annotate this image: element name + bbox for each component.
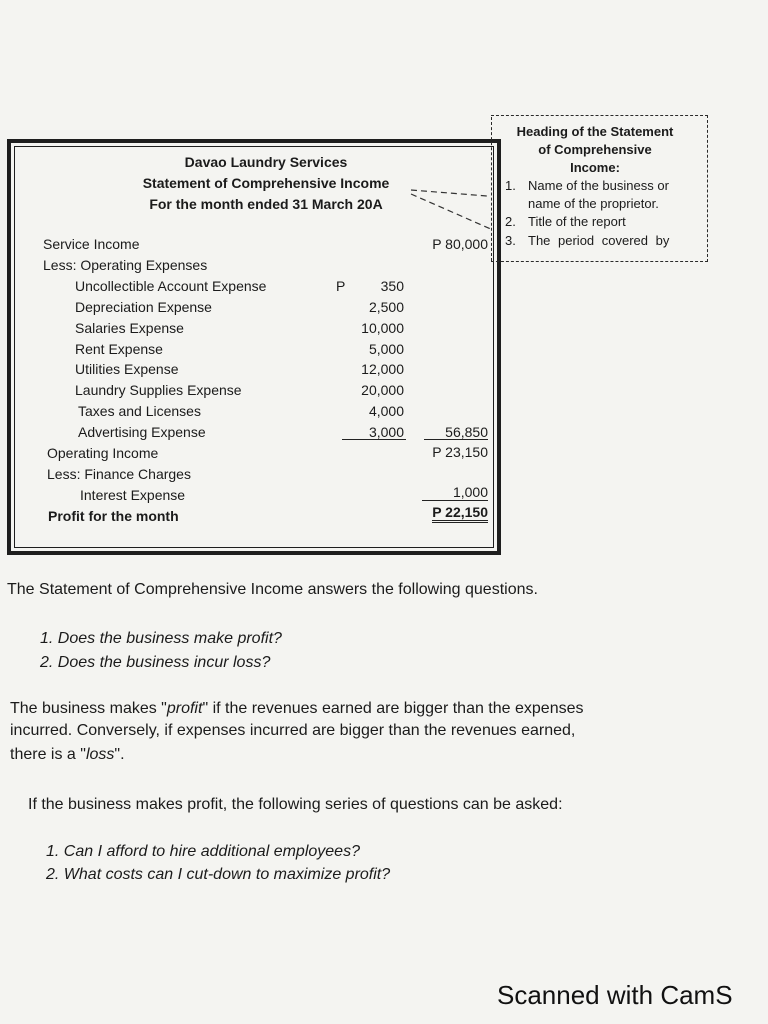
callout-item2-num: 2. (505, 214, 516, 229)
service-income-label: Service Income (43, 236, 140, 252)
paragraph-line-1b: " if the revenues earned are bigger than the expenses (202, 700, 584, 717)
service-income-value: P 80,000 (432, 236, 488, 252)
total-rule (424, 439, 488, 440)
loss-word: loss (85, 746, 115, 763)
profit-value-text: P 22,150 (432, 504, 488, 523)
expense-value: 350 (380, 278, 404, 294)
subtotal-rule (342, 439, 406, 440)
company-name: Davao Laundry Services (184, 154, 348, 170)
expense-currency: P (336, 278, 346, 294)
less-finance-label: Less: Finance Charges (47, 466, 191, 482)
callout-item1-line1: Name of the business or (528, 178, 669, 193)
interest-label: Interest Expense (80, 487, 186, 503)
expense-label: Advertising Expense (78, 424, 206, 440)
callout-heading-2: of Comprehensive (538, 142, 652, 157)
paragraph-line-3 (10, 746, 125, 764)
expense-label: Rent Expense (75, 341, 163, 357)
expense-label: Uncollectible Account Expense (75, 278, 267, 294)
expense-label: Depreciation Expense (75, 299, 212, 315)
callout-heading-3: Income: (570, 160, 620, 175)
callout-item1-num: 1. (505, 178, 516, 193)
profit-word: profit (166, 700, 203, 717)
expense-value: 12,000 (361, 361, 404, 377)
expense-label: Utilities Expense (75, 361, 179, 377)
expense-value: 20,000 (361, 382, 404, 398)
paragraph-line-2: incurred. Conversely, if expenses incurred are bigger than the revenues earned, (10, 722, 576, 739)
paragraph-line-3b: ". (114, 746, 125, 763)
statement-title: Statement of Comprehensive Income (142, 175, 390, 191)
expense-value: 4,000 (368, 403, 404, 419)
operating-income-value: P 23,150 (432, 444, 488, 460)
interest-value: 1,000 (452, 484, 488, 500)
paragraph-line-1 (10, 700, 583, 718)
expense-label: Laundry Supplies Expense (75, 382, 242, 398)
question-1: 1. Does the business make profit? (40, 630, 282, 647)
callout-connector (405, 180, 497, 240)
callout-item3: The period covered by (528, 233, 670, 248)
intro-text: The Statement of Comprehensive Income answers the following questions. (7, 581, 538, 598)
paragraph-line-3a: there is a " (10, 746, 86, 763)
less-opex-label: Less: Operating Expenses (43, 257, 208, 273)
profit-label: Profit for the month (48, 508, 179, 524)
callout-item2: Title of the report (528, 214, 626, 229)
total-expenses-value: 56,850 (445, 424, 488, 440)
callout-heading-1: Heading of the Statement (516, 124, 674, 139)
interest-rule (422, 500, 488, 501)
expense-value: 2,500 (368, 299, 404, 315)
profit-question-2: 2. What costs can I cut-down to maximize profit? (46, 866, 391, 883)
profit-value (404, 504, 488, 520)
expense-value: 10,000 (361, 320, 404, 336)
scanner-watermark: Scanned with CamS (497, 980, 733, 1010)
expense-value: 3,000 (368, 424, 404, 440)
expense-label: Salaries Expense (75, 320, 184, 336)
expense-label: Taxes and Licenses (78, 403, 201, 419)
paragraph-line-1a: The business makes " (10, 700, 167, 717)
profit-question-1: 1. Can I afford to hire additional employees? (46, 843, 360, 860)
question-2: 2. Does the business incur loss? (40, 654, 271, 671)
profit-questions-intro: If the business makes profit, the following series of questions can be asked: (28, 796, 563, 813)
statement-period: For the month ended 31 March 20A (149, 196, 383, 212)
callout-item1-line2: name of the proprietor. (528, 196, 659, 211)
expense-value: 5,000 (368, 341, 404, 357)
callout-left-border (491, 117, 492, 261)
operating-income-label: Operating Income (47, 445, 159, 461)
callout-item3-num: 3. (505, 233, 516, 248)
